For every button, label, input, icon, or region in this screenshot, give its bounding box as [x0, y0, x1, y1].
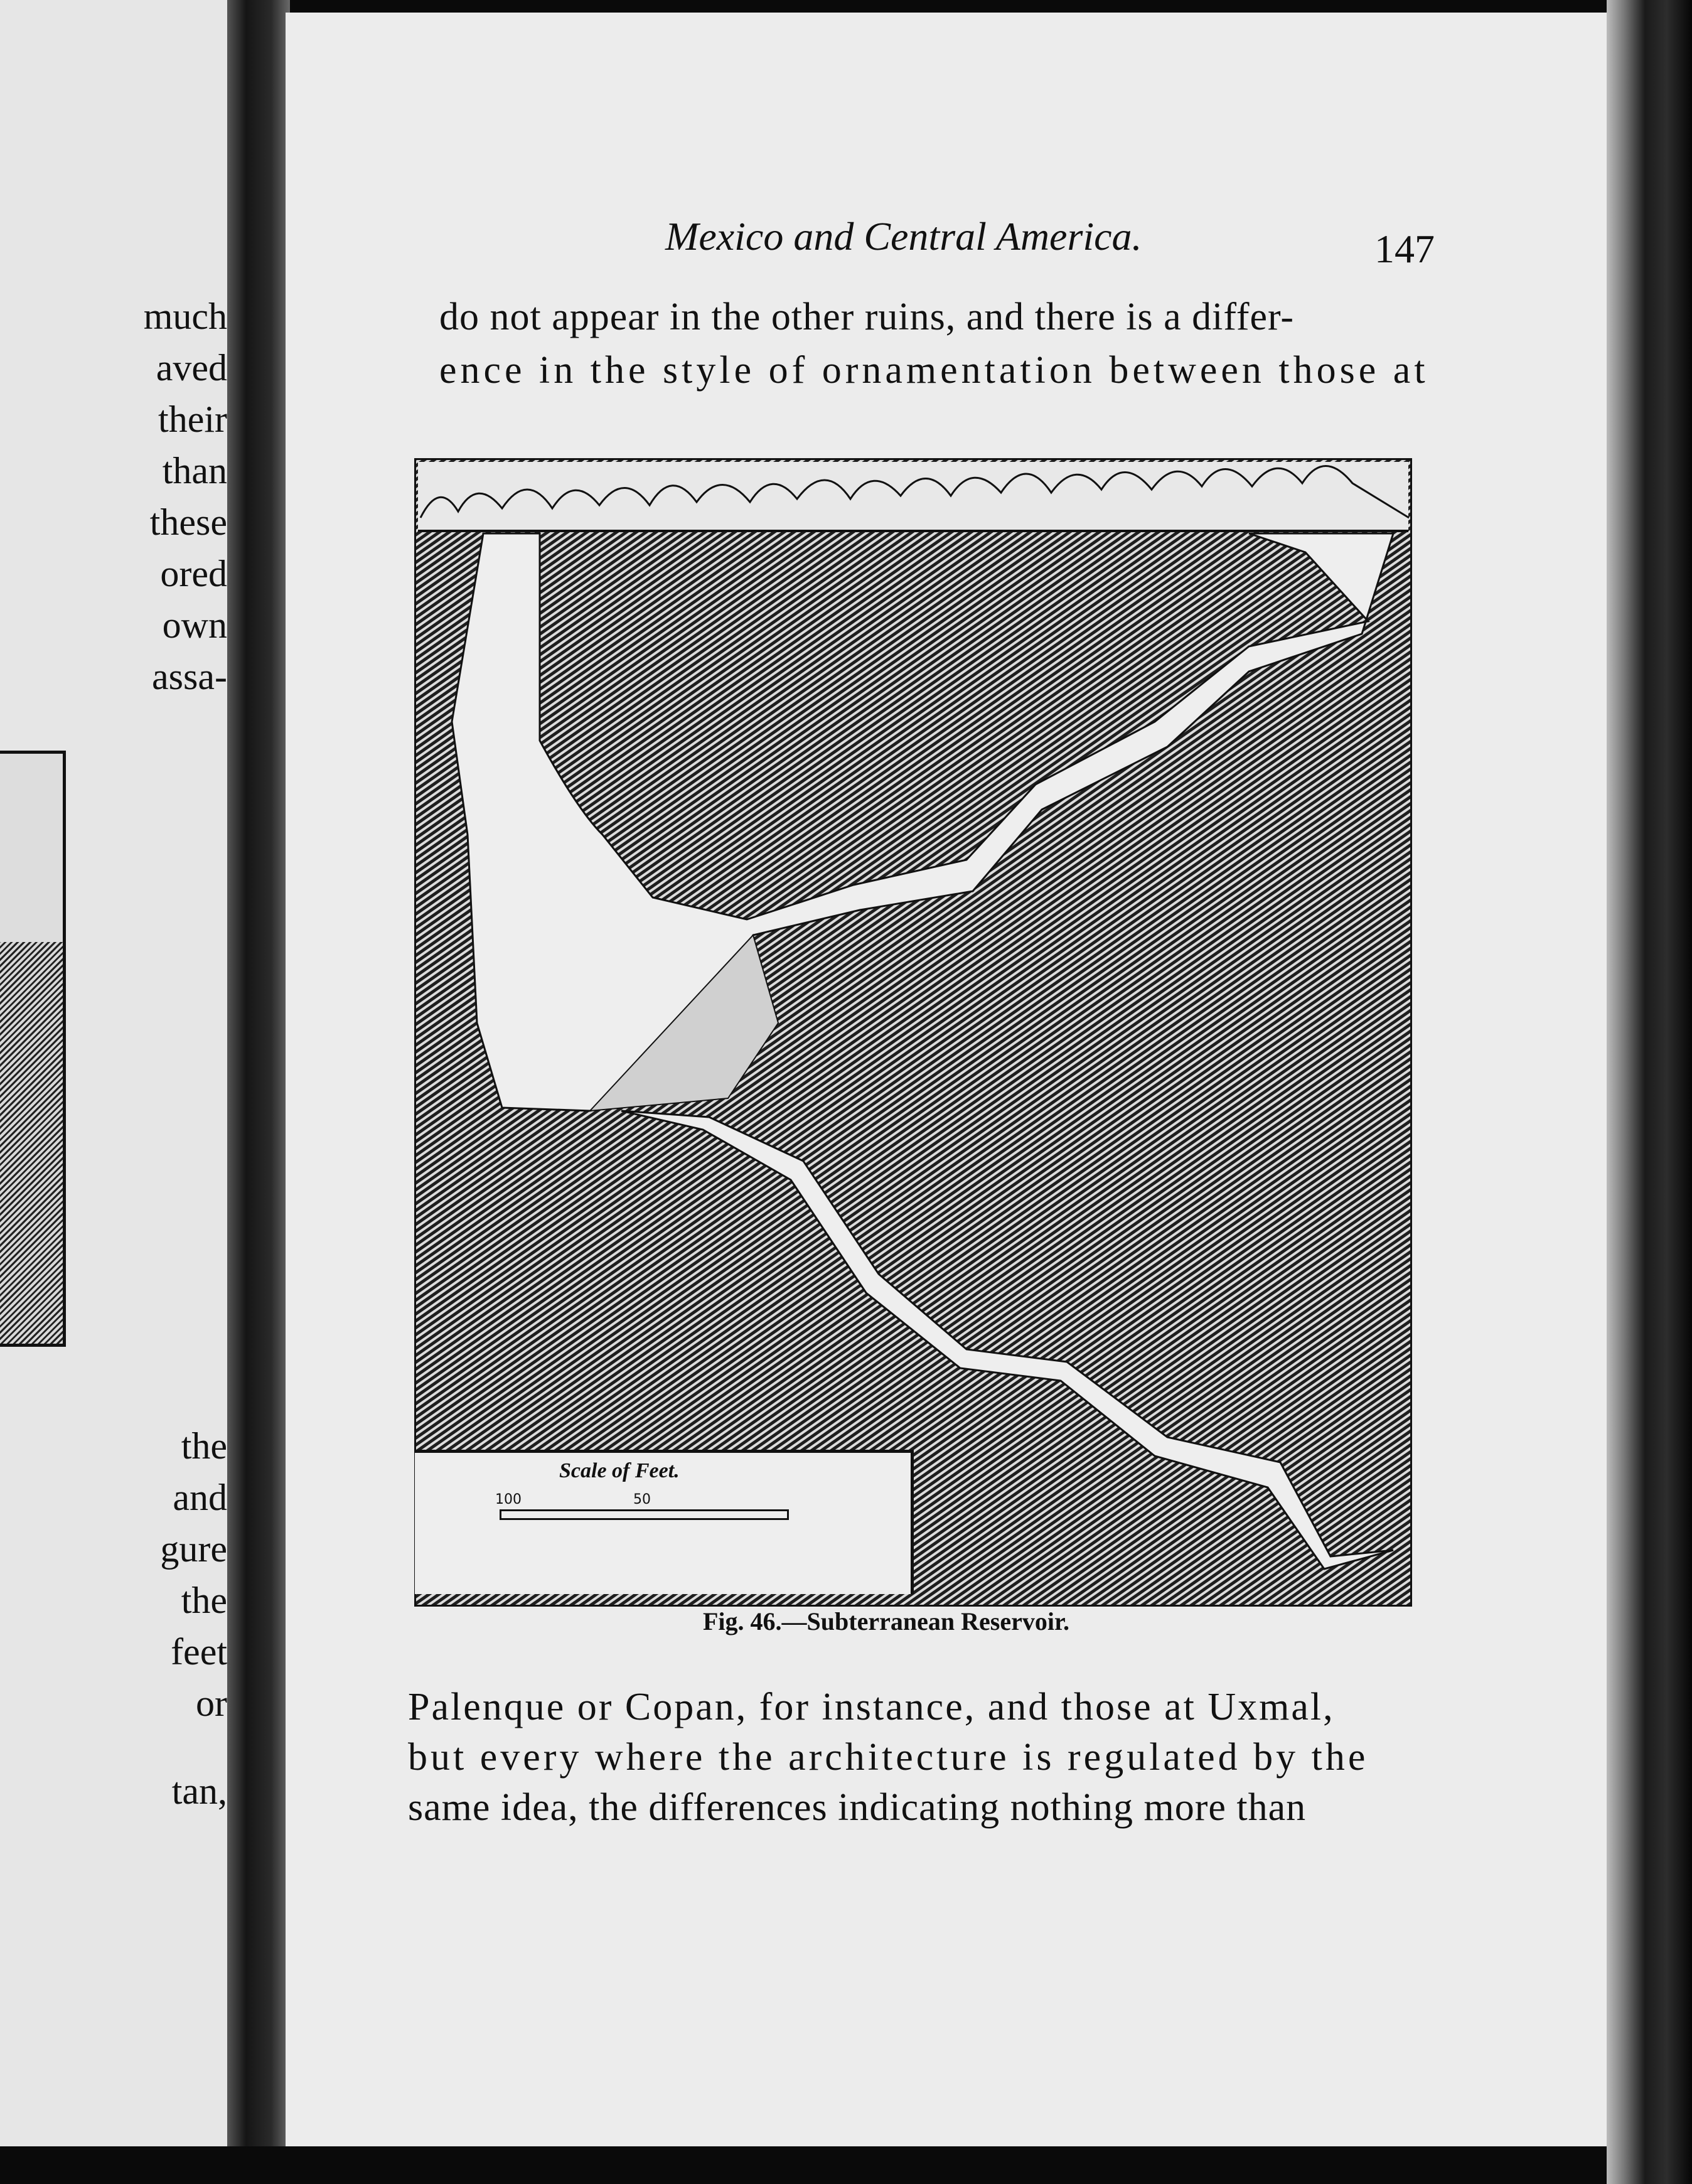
left-page-line: their: [158, 399, 227, 440]
left-page-line: ored: [160, 553, 227, 594]
left-page-line: the: [181, 1580, 227, 1621]
left-page-line: and: [173, 1477, 227, 1518]
left-page-figure-top: [0, 754, 63, 942]
left-page-line: assa-: [152, 656, 227, 697]
page-edge-shadow: [1607, 0, 1692, 2184]
scale-bar: [500, 1509, 789, 1520]
body-line: Palenque or Copan, for instance, and those at Uxmal,: [408, 1686, 1335, 1728]
reservoir-illustration: [414, 458, 1412, 1607]
left-page-line: these: [149, 501, 227, 543]
scale-tick-label: 100: [495, 1492, 522, 1507]
scale-of-feet: [415, 1450, 914, 1594]
left-page-line: the: [181, 1425, 227, 1467]
figure-caption: Fig. 46.—Subterranean Reservoir.: [703, 1607, 1070, 1635]
left-page-line: own: [162, 604, 227, 646]
scale-title: Scale of Feet.: [559, 1459, 680, 1482]
body-line: do not appear in the other ruins, and there is a differ-: [439, 296, 1295, 338]
body-line: same idea, the differences indicating nothing more than: [408, 1786, 1307, 1829]
left-page-line: gure: [160, 1528, 227, 1570]
left-page-figure-fragment: [0, 751, 66, 1347]
left-page-line: or: [196, 1683, 227, 1724]
book-gutter: [227, 0, 290, 2146]
page-number: 147: [1374, 227, 1435, 271]
reservoir-figure: [414, 458, 1412, 1607]
left-page-line: than: [162, 450, 227, 491]
left-page-line: aved: [156, 347, 227, 388]
previous-page-fragment: [0, 0, 233, 2146]
left-page-line: feet: [171, 1631, 227, 1673]
body-line: ence in the style of ornamentation between those at: [439, 349, 1429, 392]
running-head: Mexico and Central America.: [665, 214, 1142, 259]
left-page-line: tan,: [171, 1770, 227, 1812]
scale-tick-label: 50: [633, 1492, 651, 1507]
left-page-line: much: [143, 296, 227, 337]
body-line: but every where the architecture is regulated by the: [408, 1736, 1369, 1779]
